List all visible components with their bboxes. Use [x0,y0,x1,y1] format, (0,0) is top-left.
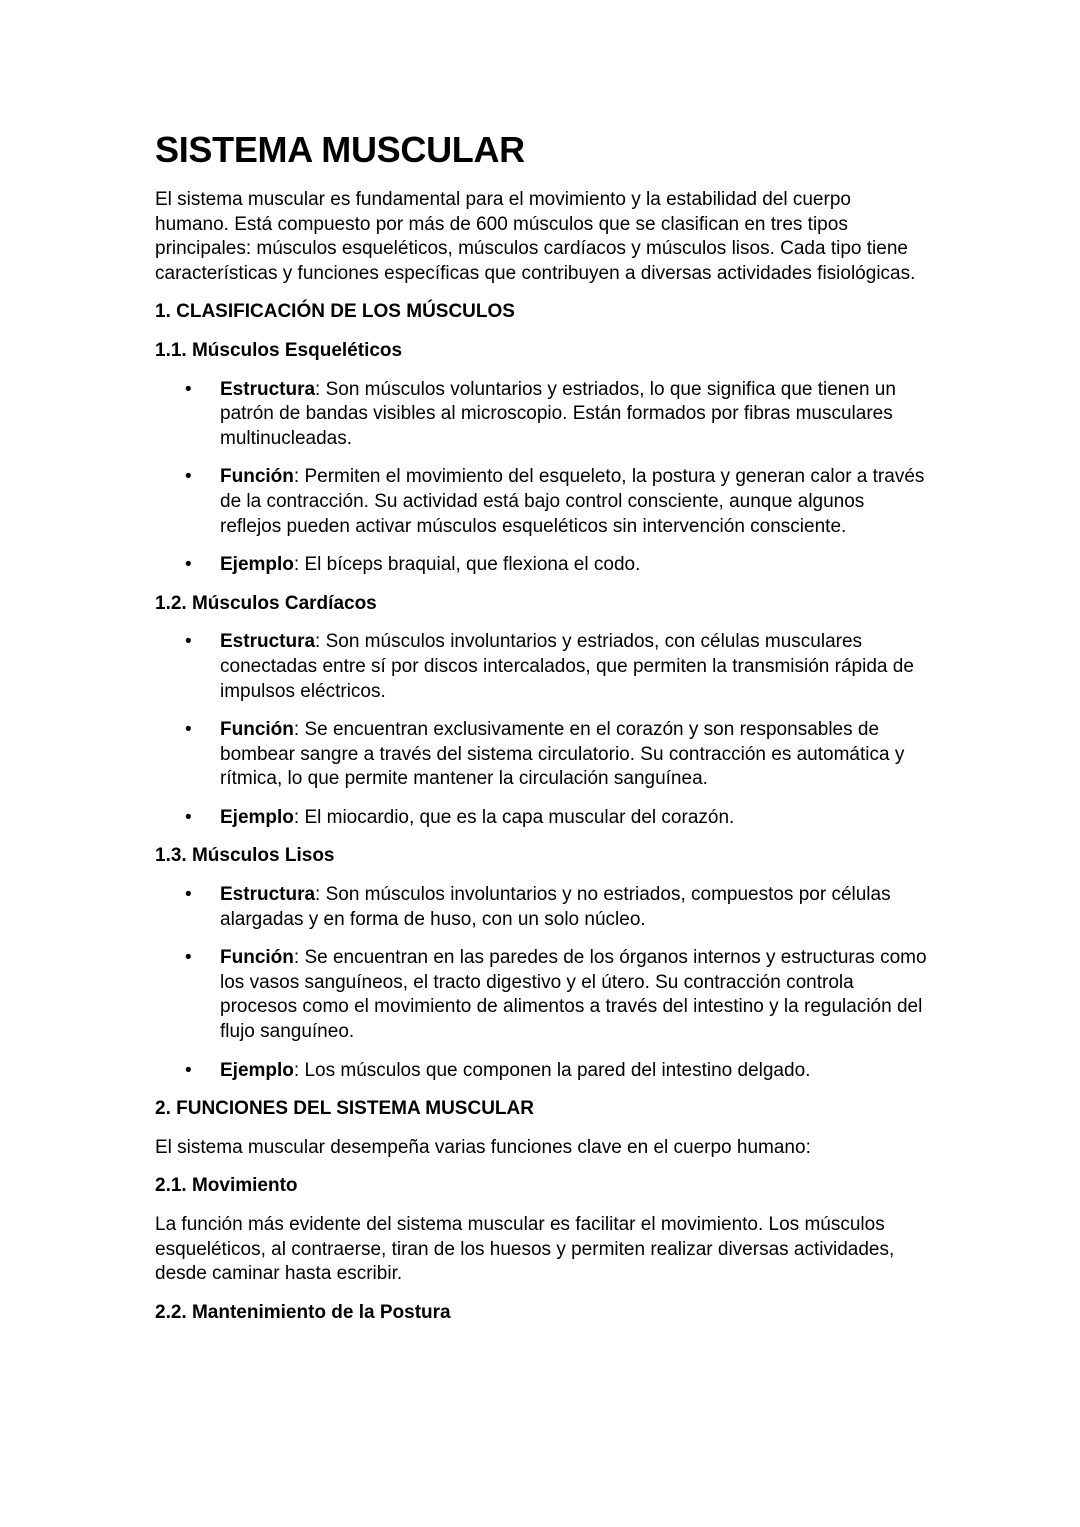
list-item [155,465,930,539]
item-text: : Permiten el movimiento del esqueleto, la postura y generan calor a través de la contracción. Su actividad está bajo control consciente, aunque algunos reflejos pueden activar músculos esqueléticos sin intervención consciente. [220,466,925,537]
bullet-icon: • [185,378,192,400]
bullet-icon: • [185,554,192,576]
document-title: SISTEMA MUSCULAR [155,129,525,170]
intro-paragraph: El sistema muscular es fundamental para el movimiento y la estabilidad del cuerpo humano. Está compuesto por más de 600 músculos que se clasifican en tres tipos principales: músculos esqueléticos, músculos cardíacos y músculos lisos. Cada tipo tiene características y funciones específicas que contribuyen a diversas actividades fisiológicas. [155,189,916,284]
section-2-1-paragraph: La función más evidente del sistema muscular es facilitar el movimiento. Los músculos esqueléticos, al contraerse, tiran de los huesos y permiten realizar diversas actividades, desde caminar hasta escribir. [155,1214,895,1285]
section-2-2-heading: 2.2. Mantenimiento de la Postura [155,1301,451,1323]
item-text: : Son músculos voluntarios y estriados, lo que significa que tienen un patrón de bandas visibles al microscopio. Están formados por fibras musculares multinucleadas. [220,378,896,449]
section-1-2-list [155,630,930,830]
item-label: Estructura [220,631,316,653]
list-item [155,553,930,578]
list-item [155,378,930,452]
list-item [155,1059,930,1084]
item-label: Estructura [220,378,316,400]
item-label: Estructura [220,884,316,906]
item-label: Ejemplo [220,806,294,828]
item-text: : Se encuentran exclusivamente en el corazón y son responsables de bombear sangre a través del sistema circulatorio. Su contracción es automática y rítmica, lo que permite mantener la circulación sanguínea. [220,719,905,790]
item-label: Función [220,466,294,488]
bullet-icon: • [185,884,192,906]
section-1-2-heading: 1.2. Músculos Cardíacos [155,592,377,614]
item-text: : El bíceps braquial, que flexiona el codo. [293,554,641,576]
section-1-3-heading: 1.3. Músculos Lisos [155,845,335,867]
item-label: Ejemplo [220,1059,294,1081]
item-label: Función [220,719,294,741]
bullet-icon: • [185,466,192,488]
section-1-heading: 1. CLASIFICACIÓN DE LOS MÚSCULOS [155,301,515,323]
list-item [155,883,930,932]
section-1-1-heading: 1.1. Músculos Esqueléticos [155,339,403,361]
list-item [155,806,930,831]
list-item [155,718,930,792]
bullet-icon: • [185,719,192,741]
section-2-intro: El sistema muscular desempeña varias funciones clave en el cuerpo humano: [155,1136,811,1158]
bullet-icon: • [185,631,192,653]
section-2-1-heading: 2.1. Movimiento [155,1175,298,1197]
bullet-icon: • [185,947,192,969]
item-text: : El miocardio, que es la capa muscular del corazón. [293,806,735,828]
item-label: Ejemplo [220,554,294,576]
section-2-heading: 2. FUNCIONES DEL SISTEMA MUSCULAR [155,1098,534,1120]
item-text: : Son músculos involuntarios y no estriados, compuestos por células alargadas y en forma de huso, con un solo núcleo. [220,884,891,930]
item-text: : Son músculos involuntarios y estriados, con células musculares conectadas entre sí por discos intercalados, que permiten la transmisión rápida de impulsos eléctricos. [220,631,914,702]
item-text: : Se encuentran en las paredes de los órganos internos y estructuras como los vasos sanguíneos, el tracto digestivo y el útero. Su contracción controla procesos como el movimiento de alimentos a través del intestino y la regulación del flujo sanguíneo. [220,947,927,1043]
item-label: Función [220,947,294,969]
item-text: : Los músculos que componen la pared del intestino delgado. [293,1059,811,1081]
bullet-icon: • [185,1059,192,1081]
bullet-icon: • [185,806,192,828]
list-item [155,946,930,1044]
section-1-3-list [155,883,930,1083]
section-1-1-list [155,378,930,578]
list-item [155,630,930,704]
